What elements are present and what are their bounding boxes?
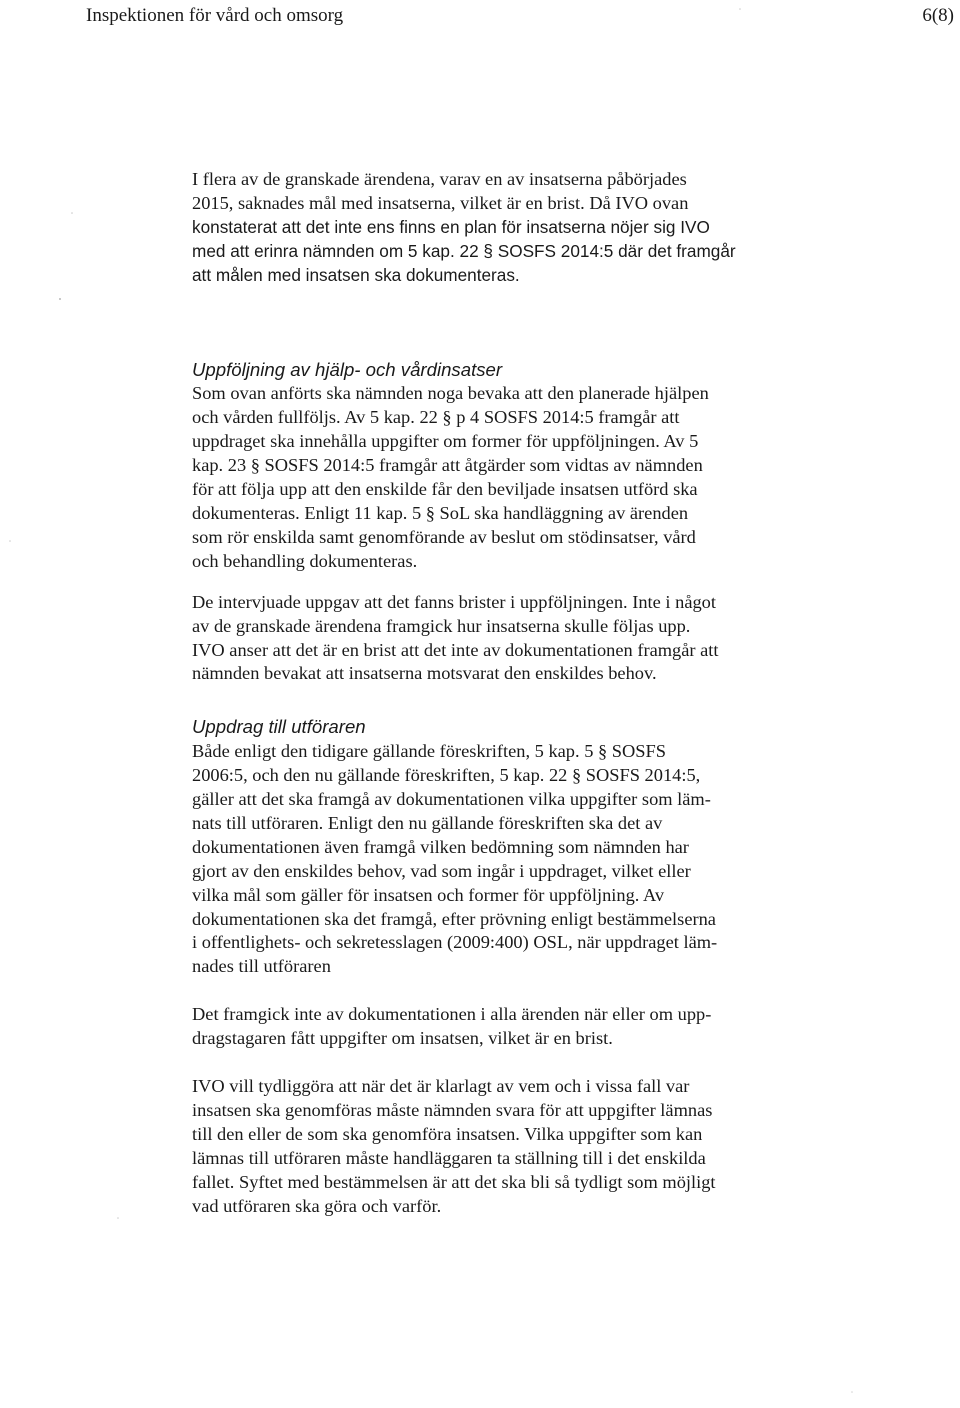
scan-speck (71, 212, 73, 214)
text-line: kap. 23 § SOSFS 2014:5 framgår att åtgärder som vidtas av nämnden (192, 455, 703, 476)
text-line: som rör enskilda samt genomförande av beslut om stödinsatser, vård (192, 526, 696, 547)
agency-name: Inspektionen för vård och omsorg (86, 5, 344, 26)
text-line: Det framgick inte av dokumentationen i alla ärenden när eller om upp- (192, 1004, 712, 1025)
text-line: dokumentationen ska det framgå, efter prövning enligt bestämmelserna (192, 908, 716, 929)
section-heading: Uppföljning av hjälp- och vårdinsatser (192, 358, 503, 380)
text-line: konstaterat att det inte ens finns en plan för insatserna nöjer sig IVO (192, 216, 710, 237)
text-line: De intervjuade uppgav att det fanns brister i uppföljningen. Inte i något (192, 591, 716, 612)
text-line: och behandling dokumenteras. (192, 550, 418, 571)
text-line: 2015, saknades mål med insatserna, vilket är en brist. Då IVO ovan (192, 192, 689, 213)
text-line: gäller att det ska framgå av dokumentationen vilka uppgifter som läm- (192, 789, 711, 810)
paragraph-followup-findings (192, 591, 797, 687)
text-line: 2006:5, och den nu gällande föreskriften, 5 kap. 22 § SOSFS 2014:5, (192, 765, 701, 786)
text-line: Både enligt den tidigare gällande föreskriften, 5 kap. 5 § SOSFS (192, 741, 666, 762)
document-body (192, 168, 797, 1219)
text-line: i offentlighets- och sekretesslagen (2009:400) OSL, när uppdraget läm- (192, 932, 718, 953)
text-line: dokumenteras. Enligt 11 kap. 5 § SoL ska handläggning av ärenden (192, 502, 689, 523)
text-line: vilka mål som gäller för insatsen och former för uppföljning. Av (192, 884, 665, 905)
text-line: med att erinra nämnden om 5 kap. 22 § SOSFS 2014:5 där det framgår (192, 240, 736, 261)
scan-speck (851, 1391, 853, 1393)
text-line: att målen med insatsen ska dokumenteras. (192, 264, 520, 285)
page-number: 6(8) (922, 5, 954, 26)
paragraph-assignment-finding (192, 1003, 797, 1051)
text-line: I flera av de granskade ärendena, varav en av insatserna påbörjades (192, 169, 687, 189)
text-line: till den eller de som ska genomföra insatsen. Vilka uppgifter som kan (192, 1123, 703, 1144)
text-line: Som ovan anförts ska nämnden noga bevaka att den planerade hjälpen (192, 383, 709, 404)
text-line: dokumentationen även framgå vilken bedömning som nämnden har (192, 836, 689, 857)
section-assignment (192, 715, 797, 1218)
scan-speck (59, 298, 61, 300)
text-line: nats till utföraren. Enligt den nu gällande föreskriften ska det av (192, 812, 663, 833)
paragraph-missing-goals (192, 168, 797, 288)
text-line: av de granskade ärendena framgick hur insatserna skulle följas upp. (192, 615, 691, 636)
paragraph-assignment-rules (192, 740, 797, 979)
text-line: fallet. Syftet med bestämmelsen är att det ska bli så tydligt som möjligt (192, 1171, 716, 1192)
text-line: gjort av den enskildes behov, vad som ingår i uppdraget, vilket eller (192, 860, 691, 881)
paragraph-assignment-clarification (192, 1075, 797, 1218)
text-line: nämnden bevakat att insatserna motsvarat den enskildes behov. (192, 663, 657, 684)
section-heading: Uppdrag till utföraren (192, 716, 366, 738)
text-line: för att följa upp att den enskilde får den beviljade insatsen utförd ska (192, 479, 698, 500)
text-line: uppdraget ska innehålla uppgifter om former för uppföljningen. Av 5 (192, 431, 699, 452)
text-line: och vården fullföljs. Av 5 kap. 22 § p 4 SOSFS 2014:5 framgår att (192, 407, 680, 428)
scan-speck (9, 540, 11, 542)
section-followup (192, 358, 797, 687)
page-header (86, 4, 954, 28)
text-line: dragstagaren fått uppgifter om insatsen, vilket är en brist. (192, 1028, 613, 1049)
text-line: insatsen ska genomföras måste nämnden svara för att uppgifter lämnas (192, 1100, 713, 1120)
text-line: IVO anser att det är en brist att det inte av dokumentationen framgår att (192, 639, 719, 660)
text-line: IVO vill tydliggöra att när det är klarlagt av vem och i vissa fall var (192, 1076, 690, 1097)
text-line: nades till utföraren (192, 956, 331, 977)
text-line: lämnas till utföraren måste handläggaren ta ställning till i det enskilda (192, 1147, 706, 1168)
scan-speck (117, 1217, 119, 1219)
paragraph-followup-rules (192, 382, 797, 573)
text-line: vad utföraren ska göra och varför. (192, 1195, 442, 1216)
